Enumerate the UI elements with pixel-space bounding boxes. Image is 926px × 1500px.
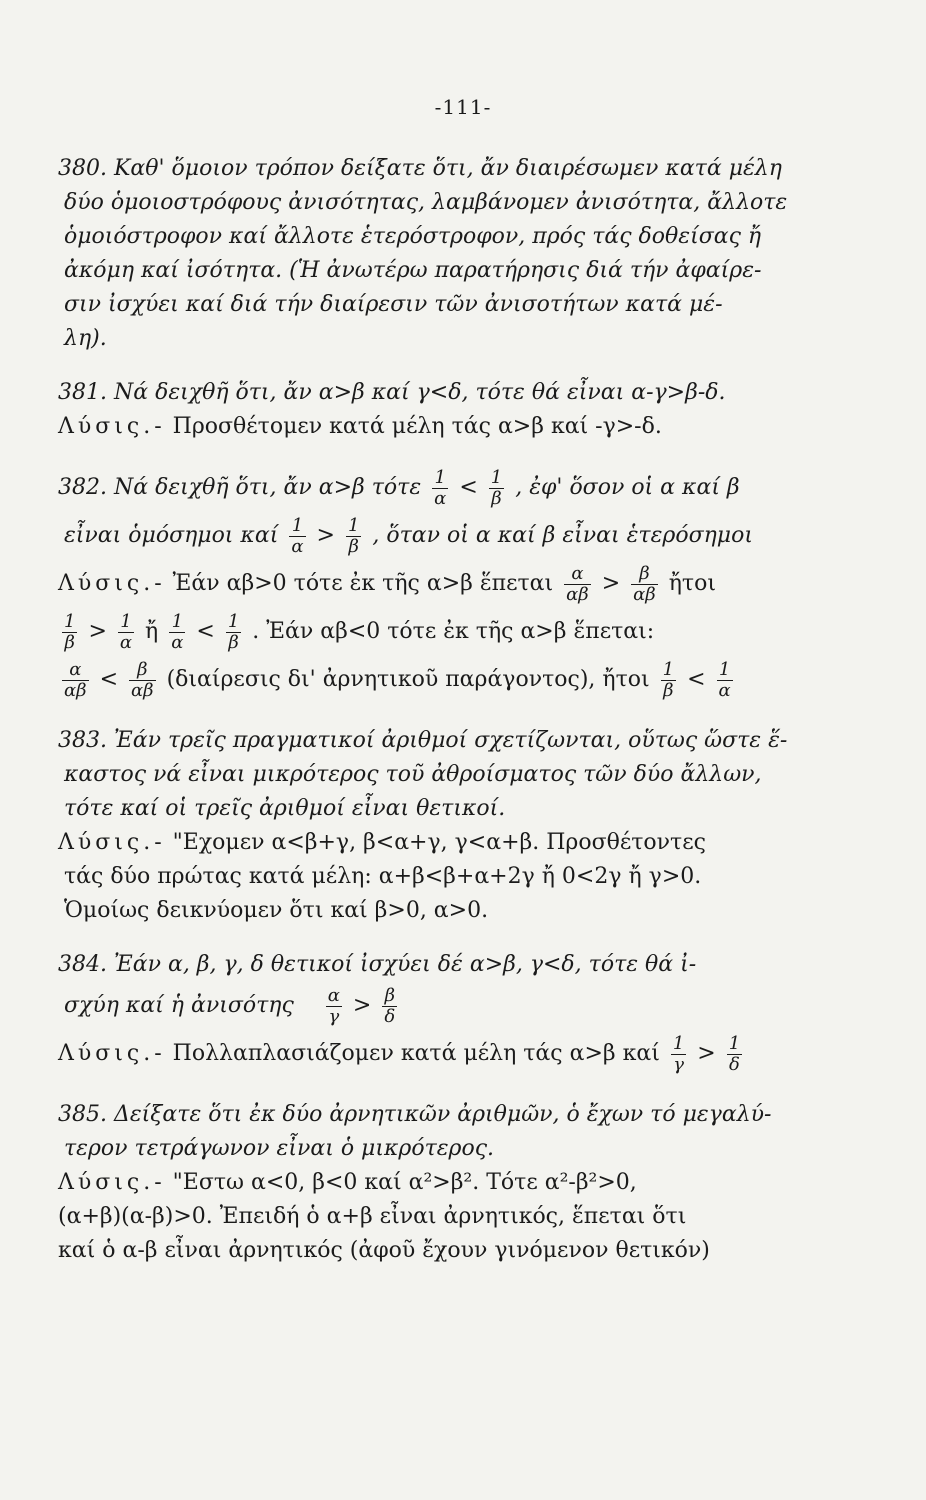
denominator: α [291, 535, 304, 557]
denominator: γ [328, 1005, 340, 1027]
solution-line: Ὁμοίως δεικνύομεν ὅτι καί β>0, α>0. [64, 898, 489, 923]
fraction [489, 466, 504, 509]
numerator: 1 [118, 613, 134, 633]
fraction [346, 514, 361, 557]
denominator: β [228, 631, 239, 653]
solution-line [58, 1030, 864, 1078]
numerator: β [129, 661, 156, 681]
text-fragment: . Ἐάν αβ<0 τότε ἐκ τῆς α>β ἕπεται: [252, 619, 655, 644]
numerator: 1 [717, 661, 733, 681]
fraction [118, 610, 134, 653]
numerator: 1 [728, 1032, 741, 1054]
inequality-sign: > [601, 571, 621, 596]
text-line: τερον τετράγωνον εἶναι ὁ μικρότερος. [64, 1136, 495, 1161]
fraction [671, 1032, 686, 1075]
denominator: α [718, 679, 731, 701]
inequality-sign: > [697, 1041, 716, 1066]
text-line: 383. Ἐάν τρεῖς πραγματικοί ἀριθμοί σχετίζωνται, οὕτως ὥστε ἕ- [58, 728, 788, 753]
solution-text: Πολλαπλασιάζομεν κατά μέλη τάς α>β καί [172, 1041, 660, 1066]
solution-line: τάς δύο πρώτας κατά μέλη: α+β<β+α+2γ ἤ 0<2γ ἤ γ>0. [64, 864, 702, 889]
solution-label: Λύσις.- [58, 1170, 166, 1195]
text-line: σιν ἰσχύει καί διά τήν διαίρεσιν τῶν ἀνισοτήτων κατά μέ- [64, 292, 723, 317]
solution-label: Λύσις.- [58, 830, 166, 855]
solution-line [58, 608, 864, 656]
inequality-sign: < [99, 667, 118, 692]
inequality-sign: < [459, 475, 478, 500]
numerator: 1 [289, 517, 305, 537]
fraction [226, 610, 241, 653]
solution-line [58, 1166, 864, 1200]
numerator: α [327, 984, 340, 1006]
fraction [631, 562, 658, 605]
fraction [62, 610, 77, 653]
fraction [289, 514, 305, 557]
numerator: β [631, 565, 658, 585]
solution-label: Λύσις.- [58, 571, 166, 596]
denominator: β [663, 679, 674, 701]
fraction [717, 658, 733, 701]
text-line: 380. Καθ' ὅμοιον τρόπον δείξατε ὅτι, ἄν διαιρέσωμεν κατά μέλη [58, 156, 782, 181]
text-fragment: 382. Νά δειχθῆ ὅτι, ἄν α>β τότε [58, 475, 422, 500]
numerator: α [564, 565, 591, 585]
inequality-sign: < [687, 667, 706, 692]
denominator: αβ [64, 679, 87, 701]
solution-line [58, 410, 864, 444]
fraction [727, 1032, 742, 1075]
denominator: δ [729, 1053, 740, 1075]
fraction [661, 658, 676, 701]
inequality-sign: > [352, 993, 372, 1018]
solution-line [58, 656, 864, 704]
fraction [432, 466, 448, 509]
solution-line [58, 560, 864, 608]
text-line: ὁμοιόστροφον καί ἄλλοτε ἑτερόστροφον, πρός τάς δοθείσας ἤ [64, 224, 762, 249]
text-line: τότε καί οἱ τρεῖς ἀριθμοί εἶναι θετικοί. [64, 796, 506, 821]
numerator: 1 [432, 469, 448, 489]
denominator: αβ [633, 583, 656, 605]
text-fragment: ἤ [145, 619, 159, 644]
denominator: γ [673, 1053, 684, 1075]
solution-label: Λύσις.- [58, 1041, 166, 1066]
inequality-sign: > [88, 619, 107, 644]
problem-381 [58, 376, 864, 444]
problem-382 [58, 464, 864, 704]
denominator: β [64, 631, 75, 653]
solution-line: καί ὁ α-β εἶναι ἀρνητικός (ἀφοῦ ἔχουν γινόμενον θετικόν) [58, 1238, 710, 1263]
page-number: -111- [434, 95, 492, 119]
text-line: δύο ὁμοιοστρόφους ἀνισότητας, λαμβάνομεν ἀνισότητα, ἄλλοτε [64, 190, 788, 215]
denominator: αβ [566, 583, 589, 605]
inequality-sign: < [196, 619, 215, 644]
fraction [129, 658, 156, 701]
problem-385 [58, 1098, 864, 1268]
numerator: 1 [227, 610, 240, 632]
numerator: α [62, 661, 89, 681]
numerator: 1 [169, 613, 185, 633]
numerator: 1 [64, 610, 76, 632]
text-fragment: σχύη καί ἡ ἀνισότης [64, 993, 294, 1018]
text-line: λη). [64, 326, 107, 351]
text-line [58, 464, 864, 512]
text-line: καστος νά εἶναι μικρότερος τοῦ ἀθροίσματος τῶν δύο ἄλλων, [64, 762, 762, 787]
solution-line: (α+β)(α-β)>0. Ἐπειδή ὁ α+β εἶναι ἀρνητικός, ἕπεται ὅτι [58, 1204, 687, 1229]
text-fragment: Ἐάν αβ>0 τότε ἐκ τῆς α>β ἕπεται [172, 571, 554, 596]
denominator: α [171, 631, 184, 653]
solution-line [58, 826, 864, 860]
page-content [58, 152, 864, 1288]
text-fragment: εἶναι ὁμόσημοι καί [64, 523, 279, 548]
numerator: 1 [662, 658, 675, 680]
text-fragment: ἤτοι [668, 571, 716, 596]
fraction [326, 984, 342, 1027]
problem-384 [58, 948, 864, 1078]
numerator: 1 [490, 466, 503, 488]
denominator: α [119, 631, 133, 653]
fraction [564, 562, 591, 605]
denominator: β [348, 535, 359, 557]
numerator: β [382, 987, 397, 1007]
denominator: αβ [131, 679, 154, 701]
problem-380 [58, 152, 864, 356]
text-line: 384. Ἐάν α, β, γ, δ θετικοί ἰσχύει δέ α>β, γ<δ, τότε θά ἰ- [58, 952, 697, 977]
denominator: α [434, 487, 447, 509]
solution-text: "Εχομεν α<β+γ, β<α+γ, γ<α+β. Προσθέτοντες [172, 830, 706, 855]
problem-383 [58, 724, 864, 928]
solution-text: "Εστω α<0, β<0 καί α²>β². Τότε α²-β²>0, [172, 1170, 637, 1195]
solution-label: Λύσις.- [58, 414, 166, 439]
fraction [62, 658, 89, 701]
text-line: 385. Δείξατε ὅτι ἐκ δύο ἀρνητικῶν ἀριθμῶν, ὁ ἔχων τό μεγαλύ- [58, 1102, 772, 1127]
fraction [382, 984, 397, 1027]
text-fragment: , ὅταν οἱ α καί β εἶναι ἑτερόσημοι [372, 523, 753, 548]
inequality-sign: > [316, 523, 335, 548]
denominator: β [491, 487, 502, 509]
text-fragment: , ἐφ' ὅσον οἱ α καί β [515, 475, 740, 500]
numerator: 1 [672, 1032, 685, 1054]
text-fragment: (διαίρεσις δι' ἀρνητικοῦ παράγοντος), ἤτοι [166, 667, 650, 692]
text-line: ἀκόμη καί ἰσότητα. (Ἡ ἀνωτέρω παρατήρησις διά τήν ἀφαίρε- [64, 258, 762, 283]
text-line [58, 512, 864, 560]
numerator: 1 [347, 514, 360, 536]
text-line: 381. Νά δειχθῆ ὅτι, ἄν α>β καί γ<δ, τότε θά εἶναι α-γ>β-δ. [58, 380, 726, 405]
solution-text: Προσθέτομεν κατά μέλη τάς α>β καί -γ>-δ. [172, 414, 662, 439]
fraction [169, 610, 185, 653]
text-line [58, 982, 864, 1030]
denominator: δ [384, 1005, 396, 1027]
